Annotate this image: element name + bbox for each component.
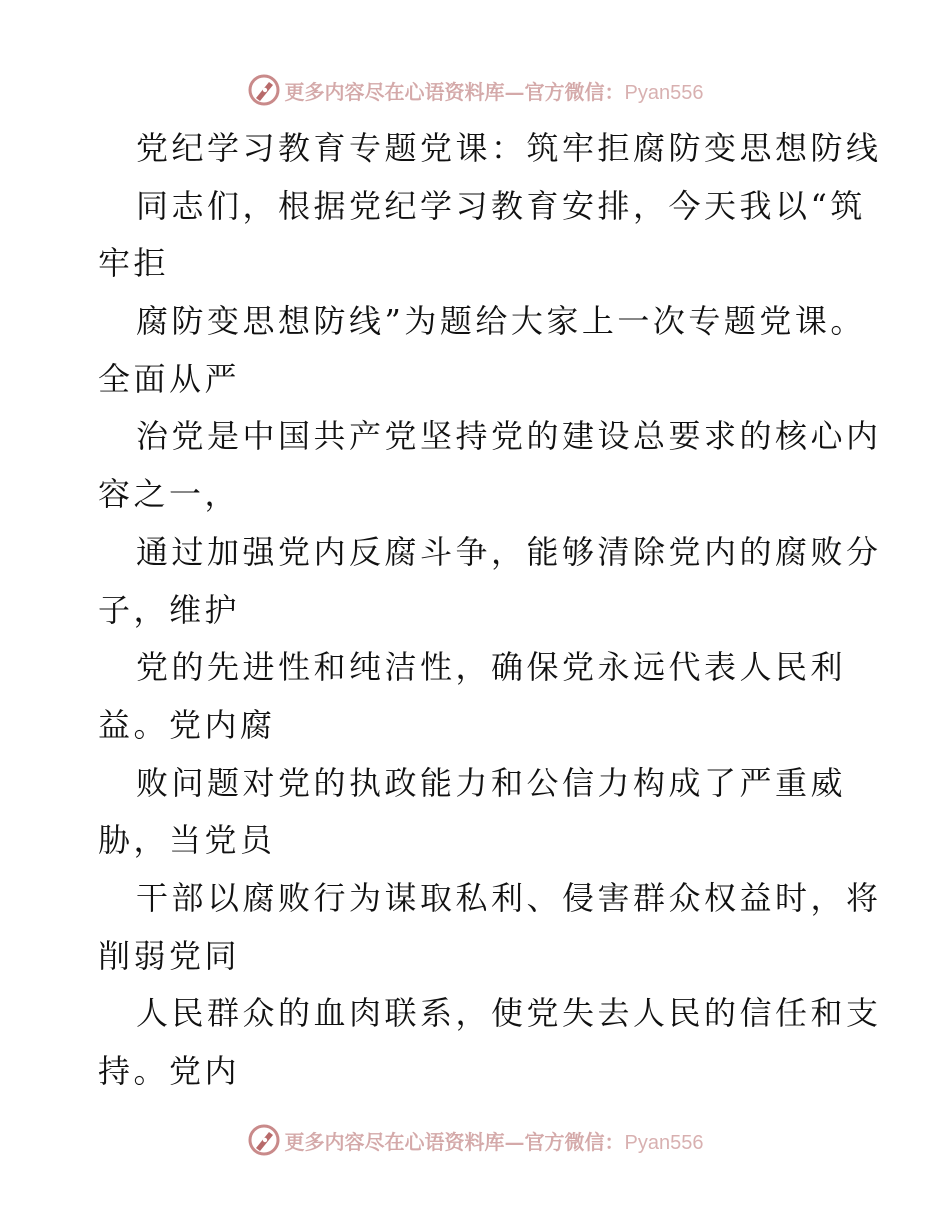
header-watermark (0, 70, 950, 110)
text-line: 胁，当党员 (98, 821, 276, 860)
text-line: 败问题对党的执政能力和公信力构成了严重威 (136, 763, 847, 802)
watermark-text: 更多内容尽在心语资料库—官方微信：Pyan556 (284, 1129, 704, 1154)
footer-watermark (0, 1120, 950, 1160)
text-line: 牢拒 (98, 244, 170, 283)
text-line: 党的先进性和纯洁性，确保党永远代表人民利 (136, 648, 847, 687)
document-body (98, 120, 882, 1101)
watermark-text: 更多内容尽在心语资料库—官方微信：Pyan556 (284, 79, 704, 104)
text-line: 全面从严 (98, 359, 241, 398)
pen-logo-icon (247, 73, 281, 107)
text-line: 干部以腐败行为谋取私利、侵害群众权益时，将 (136, 878, 882, 917)
text-line: 党纪学习教育专题党课：筑牢拒腐防变思想防线 (136, 129, 882, 167)
text-line: 容之一， (98, 475, 241, 514)
text-line: 腐防变思想防线”为题给大家上一次专题党课。 (136, 302, 866, 341)
text-line: 益。党内腐 (98, 705, 276, 744)
text-line: 削弱党同 (98, 936, 241, 975)
pen-logo-icon (247, 1123, 281, 1157)
text-line: 同志们，根据党纪学习教育安排，今天我以“筑 (136, 186, 866, 225)
text-line: 治党是中国共产党坚持党的建设总要求的核心内 (136, 417, 882, 456)
text-line: 人民群众的血肉联系，使党失去人民的信任和支 (136, 994, 882, 1033)
text-line: 子，维护 (98, 590, 241, 629)
text-line: 持。党内 (98, 1052, 241, 1090)
text-line: 通过加强党内反腐斗争，能够清除党内的腐败分 (136, 532, 882, 571)
